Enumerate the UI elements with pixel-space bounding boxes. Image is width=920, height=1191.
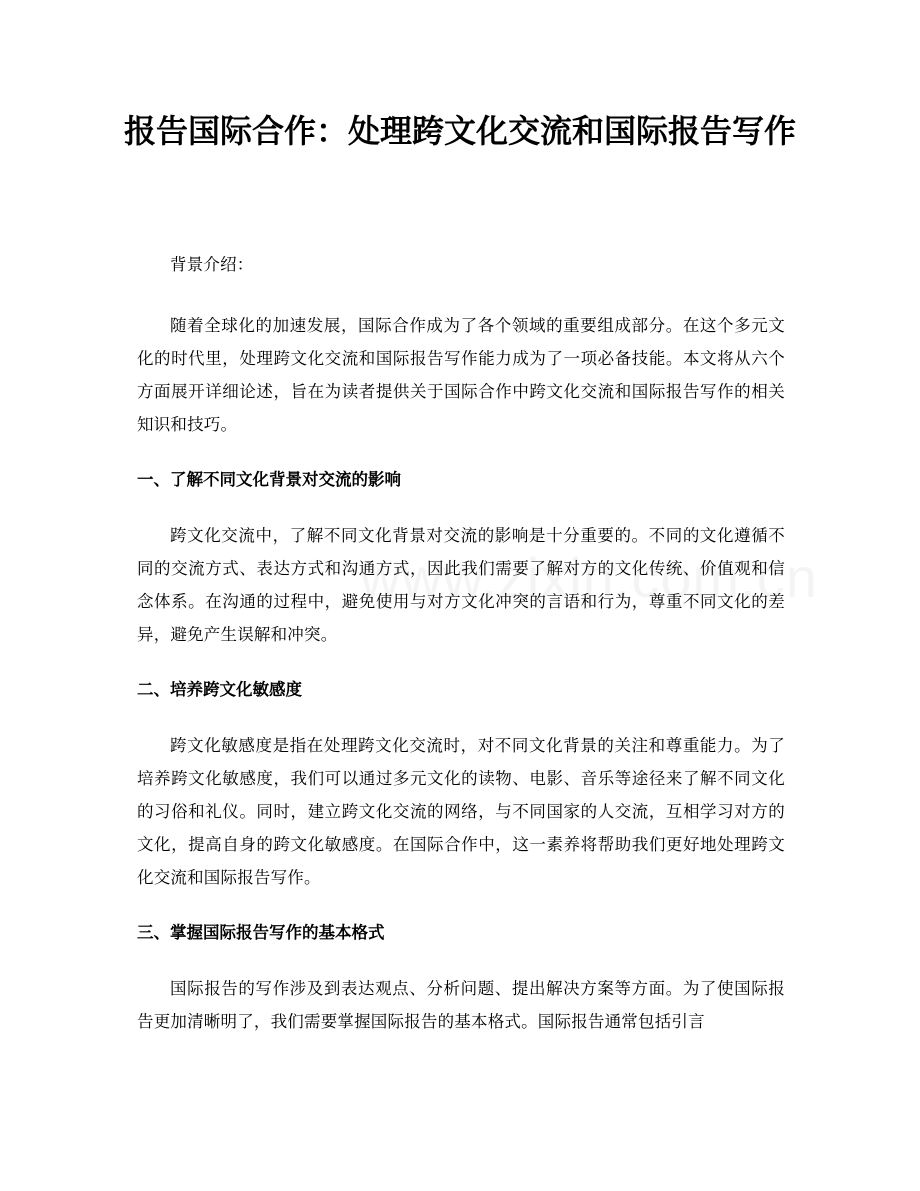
document-body xyxy=(137,248,785,1066)
section-paragraph-1: 跨文化交流中，了解不同文化背景对交流的影响是十分重要的。不同的文化遵循不同的交流方式、表达方式和沟通方式，因此我们需要了解对方的文化传统、价值观和信念体系。在沟通的过程中，避免使用与对方文化冲突的言语和行为，尊重不同文化的差异，避免产生误解和冲突。 xyxy=(137,526,785,644)
section-heading-3: 三、掌握国际报告写作的基本格式 xyxy=(137,923,385,942)
section-paragraph-3: 国际报告的写作涉及到表达观点、分析问题、提出解决方案等方面。为了使国际报告更加清晰明了，我们需要掌握国际报告的基本格式。国际报告通常包括引言 xyxy=(137,979,785,1031)
intro-label: 背景介绍： xyxy=(170,255,254,274)
section-heading-1: 一、了解不同文化背景对交流的影响 xyxy=(137,470,401,489)
section-heading-2: 二、培养跨文化敏感度 xyxy=(137,680,302,699)
section-paragraph-2: 跨文化敏感度是指在处理跨文化交流时，对不同文化背景的关注和尊重能力。为了培养跨文化敏感度，我们可以通过多元文化的读物、电影、音乐等途径来了解不同文化的习俗和礼仪。同时，建立跨文化交流的网络，与不同国家的人交流，互相学习对方的文化，提高自身的跨文化敏感度。在国际合作中，这一素养将帮助我们更好地处理跨文化交流和国际报告写作。 xyxy=(137,736,785,887)
document-title: 报告国际合作：处理跨文化交流和国际报告写作 xyxy=(123,112,796,150)
intro-paragraph: 随着全球化的加速发展，国际合作成为了各个领域的重要组成部分。在这个多元文化的时代里，处理跨文化交流和国际报告写作能力成为了一项必备技能。本文将从六个方面展开详细论述，旨在为读者提供关于国际合作中跨文化交流和国际报告写作的相关知识和技巧。 xyxy=(137,316,785,434)
